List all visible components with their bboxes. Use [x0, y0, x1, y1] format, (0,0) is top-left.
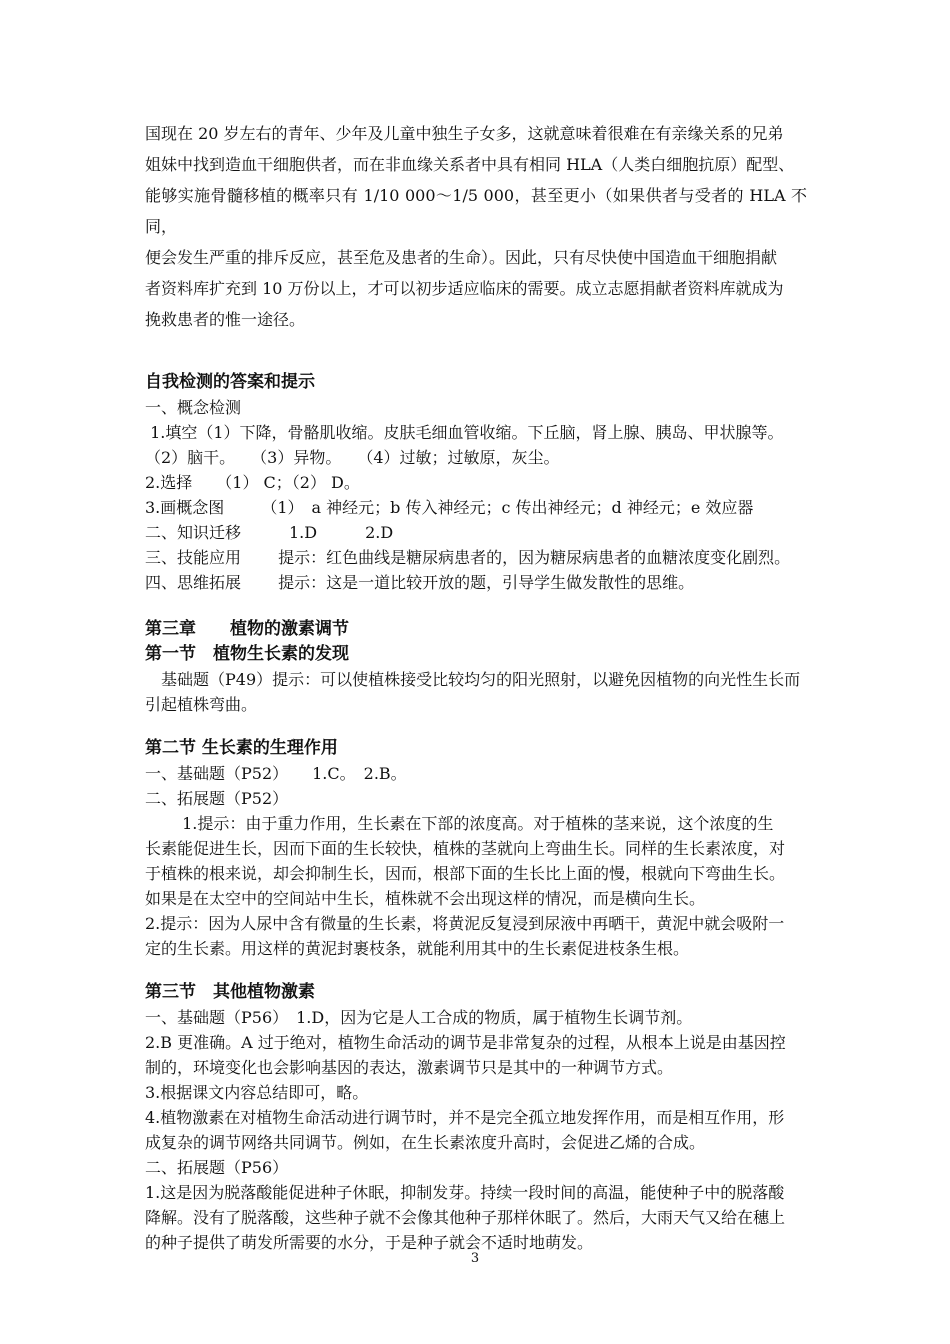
answer-line: 基础题（P49）提示：可以使植株接受比较均匀的阳光照射，以避免因植物的向光性生长而: [145, 670, 801, 689]
answer-line: 三、技能应用 提示：红色曲线是糖尿病患者的，因为糖尿病患者的血糖浓度变化剧烈。: [145, 548, 791, 567]
intro-line: 挽救患者的惟一途径。: [145, 310, 306, 329]
answer-line: 3.画概念图 （1） a 神经元；b 传入神经元；c 传出神经元；d 神经元；e 效应器: [145, 498, 754, 517]
answer-line: 的种子提供了萌发所需要的水分，于是种子就会不适时地萌发。: [145, 1233, 594, 1252]
section-title: 第一节 植物生长素的发现: [145, 644, 349, 664]
section2-body: [145, 761, 807, 961]
intro-line: 能够实施骨髓移植的概率只有 1/10 000～1/5 000，甚至更小（如果供者与受者的 HLA 不同，: [145, 186, 807, 236]
intro-line: 姐妹中找到造血干细胞供者，而在非血缘关系者中具有相同 HLA（人类白细胞抗原）配型、: [145, 155, 795, 174]
self-test-answers: [145, 395, 807, 595]
answer-line: 制的，环境变化也会影响基因的表达，激素调节只是其中的一种调节方式。: [145, 1058, 674, 1077]
answer-line: （2）脑干。 （3）异物。 （4）过敏；过敏原，灰尘。: [145, 448, 560, 467]
answer-line: 定的生长素。用这样的黄泥封裹枝条，就能利用其中的生长素促进枝条生根。: [145, 939, 690, 958]
answer-line: 一、概念检测: [145, 398, 242, 417]
answer-line: 二、拓展题（P56）: [145, 1158, 289, 1177]
answer-line: 降解。没有了脱落酸，这些种子就不会像其他种子那样休眠了。然后，大雨天气又给在穗上: [145, 1208, 786, 1227]
answer-line: 引起植株弯曲。: [145, 695, 258, 714]
section3-body: [145, 1005, 807, 1255]
section-title: 第二节 生长素的生理作用: [145, 738, 338, 758]
answer-line: 3.根据课文内容总结即可，略。: [145, 1083, 369, 1102]
answer-line: 如果是在太空中的空间站中生长，植株就不会出现这样的情况，而是横向生长。: [145, 889, 706, 908]
answer-line: 1.提示：由于重力作用，生长素在下部的浓度高。对于植株的茎来说，这个浓度的生: [145, 814, 774, 833]
intro-line: 便会发生严重的排斥反应，甚至危及患者的生命）。因此，只有尽快使中国造血干细胞捐献: [145, 248, 778, 267]
intro-line: 者资料库扩充到 10 万份以上，才可以初步适应临床的需要。成立志愿捐献者资料库就成为: [145, 279, 784, 298]
document-page: [145, 118, 807, 1255]
answer-line: 一、基础题（P56） 1.D，因为它是人工合成的物质，属于植物生长调节剂。: [145, 1008, 693, 1027]
answer-line: 2.选择 （1） C；（2） D。: [145, 473, 360, 492]
chapter-title: 第三章 植物的激素调节: [145, 619, 349, 639]
answer-line: 长素能促进生长，因而下面的生长较快，植株的茎就向上弯曲生长。同样的生长素浓度，对: [145, 839, 786, 858]
answer-line: 1.这是因为脱落酸能促进种子休眠，抑制发芽。持续一段时间的高温，能使种子中的脱落酸: [145, 1183, 785, 1202]
answer-line: 一、基础题（P52） 1.C。 2.B。: [145, 764, 407, 783]
answer-line: 4.植物激素在对植物生命活动进行调节时，并不是完全孤立地发挥作用，而是相互作用，形: [145, 1108, 785, 1127]
intro-line: 国现在 20 岁左右的青年、少年及儿童中独生子女多，这就意味着很难在有亲缘关系的兄弟: [145, 124, 784, 143]
answer-line: 成复杂的调节网络共同调节。例如，在生长素浓度升高时，会促进乙烯的合成。: [145, 1133, 706, 1152]
answer-line: 2.B 更准确。A 过于绝对，植物生命活动的调节是非常复杂的过程，从根本上说是由基因控: [145, 1033, 786, 1052]
page-number: 3: [470, 1251, 480, 1266]
section1-body: [145, 667, 807, 717]
intro-paragraph: [145, 118, 807, 335]
answer-line: 于植株的根来说，却会抑制生长，因而，根部下面的生长比上面的慢，根就向下弯曲生长。: [145, 864, 786, 883]
answer-line: 2.提示：因为人尿中含有微量的生长素，将黄泥反复浸到尿液中再晒干，黄泥中就会吸附一: [145, 914, 785, 933]
answer-line: 二、拓展题（P52）: [145, 789, 289, 808]
answer-line: 四、思维拓展 提示：这是一道比较开放的题，引导学生做发散性的思维。: [145, 573, 695, 592]
section-title: 第三节 其他植物激素: [145, 982, 315, 1002]
answer-line: 1.填空（1）下降，骨骼肌收缩。皮肤毛细血管收缩。下丘脑，肾上腺、胰岛、甲状腺等。: [145, 423, 784, 442]
self-test-heading: 自我检测的答案和提示: [145, 372, 315, 392]
answer-line: 二、知识迁移 1.D 2.D: [145, 523, 394, 542]
